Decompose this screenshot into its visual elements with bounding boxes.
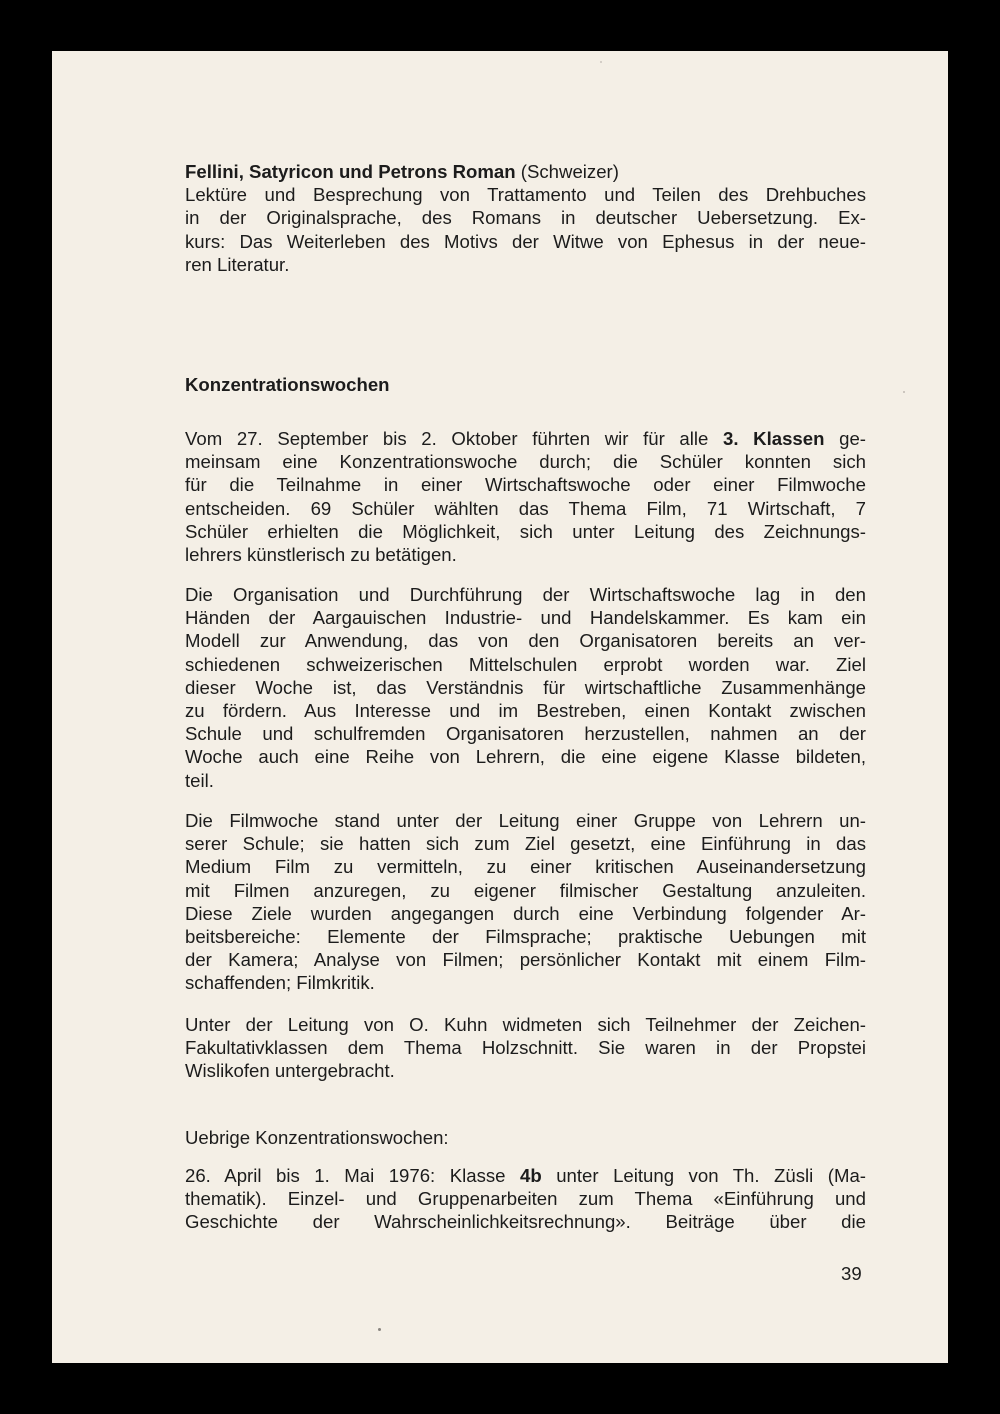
text-line: meinsam eine Konzentrationswoche durch; die Schüler konnten sich: [185, 451, 866, 473]
paragraph-2: [185, 583, 866, 792]
text-line: Fakultativklassen dem Thema Holzschnitt. Sie waren in der Propstei: [185, 1037, 866, 1059]
text-line: Schüler erhielten die Möglichkeit, sich unter Leitung des Zeichnungs-: [185, 520, 866, 542]
page-number: 39: [841, 1263, 862, 1284]
other-weeks-heading: [185, 1126, 866, 1149]
text-line: der Kamera; Analyse von Filmen; persönlicher Kontakt mit einem Film-: [185, 949, 866, 971]
paper-speck: [378, 1328, 381, 1331]
paper-speck: [600, 61, 602, 63]
text-bold-run: 3. Klassen: [723, 428, 825, 449]
text-line: Händen der Aargauischen Industrie- und Handelskammer. Es kam ein: [185, 607, 866, 629]
text-line: Diese Ziele wurden angegangen durch eine Verbindung folgender Ar-: [185, 902, 866, 924]
text-line: entscheiden. 69 Schüler wählten das Thema Film, 71 Wirtschaft, 7: [185, 497, 866, 519]
section-title-author: (Schweizer): [520, 161, 619, 182]
text-run: unter Leitung von Th. Züsli (Ma-: [541, 1165, 867, 1186]
text-run: 26. April bis 1. Mai 1976: Klasse: [185, 1165, 521, 1186]
section-title: [185, 160, 866, 183]
text-line: kurs: Das Weiterleben des Motivs der Witwe von Ephesus in der neue-: [185, 230, 866, 252]
text-line: beitsbereiche: Elemente der Filmsprache; praktische Uebungen mit: [185, 926, 866, 948]
text-line: Wislikofen untergebracht.: [185, 1060, 395, 1082]
text-line: in der Originalsprache, des Romans in deutscher Uebersetzung. Ex-: [185, 207, 866, 229]
text-line: Lektüre und Besprechung von Trattamento und Teilen des Drehbuches: [185, 184, 866, 206]
paragraph-4: [185, 1013, 866, 1083]
text-line: Schule und schulfremden Organisatoren herzustellen, nahmen an der: [185, 723, 866, 745]
text-run: Vom 27. September bis 2. Oktober führten wir für alle: [185, 428, 724, 449]
text-line: Medium Film zu vermitteln, zu einer kritischen Auseinandersetzung: [185, 856, 866, 878]
text-line: Die Organisation und Durchführung der Wirtschaftswoche lag in den: [185, 584, 866, 605]
text-line: [185, 427, 866, 450]
paragraph-1: [185, 427, 866, 566]
text-line: schiedenen schweizerischen Mittelschulen erprobt worden war. Ziel: [185, 653, 866, 675]
text-line: dieser Woche ist, das Verständnis für wirtschaftliche Zusammenhänge: [185, 676, 866, 698]
text-line: [185, 1164, 866, 1187]
paragraph-5: [185, 1164, 866, 1234]
paper-speck: [903, 391, 905, 393]
text-line: mit Filmen anzuregen, zu eigener filmischer Gestaltung anzuleiten.: [185, 879, 866, 901]
paragraph-3: [185, 809, 866, 995]
text-line: schaffenden; Filmkritik.: [185, 972, 375, 994]
text-line: Unter der Leitung von O. Kuhn widmeten sich Teilnehmer der Zeichen-: [185, 1014, 866, 1035]
section-fellini: [185, 160, 866, 276]
text-line: serer Schule; sie hatten sich zum Ziel gesetzt, eine Einführung in das: [185, 833, 866, 855]
text-line: für die Teilnahme in einer Wirtschaftswoche oder einer Filmwoche: [185, 474, 866, 496]
text-line: zu fördern. Aus Interesse und im Bestreben, einen Kontakt zwischen: [185, 700, 866, 722]
text-line: Woche auch eine Reihe von Lehrern, die eine eigene Klasse bildeten,: [185, 746, 866, 768]
text-line: Uebrige Konzentrationswochen:: [185, 1127, 449, 1148]
text-line: Die Filmwoche stand unter der Leitung einer Gruppe von Lehrern un-: [185, 810, 866, 831]
text-line: lehrers künstlerisch zu betätigen.: [185, 544, 457, 566]
heading-konzentrationswochen: Konzentrationswochen: [185, 374, 390, 395]
text-line: Geschichte der Wahrscheinlichkeitsrechnung». Beiträge über die: [185, 1211, 866, 1233]
document-page: [52, 51, 948, 1363]
text-line: teil.: [185, 769, 214, 791]
text-line: Modell zur Anwendung, das von den Organisatoren bereits an ver-: [185, 630, 866, 652]
text-bold-run: 4b: [520, 1165, 542, 1186]
text-line: ren Literatur.: [185, 253, 290, 275]
section-title-bold: Fellini, Satyricon und Petrons Roman: [185, 161, 516, 182]
text-line: thematik). Einzel- und Gruppenarbeiten zum Thema «Einführung und: [185, 1188, 866, 1210]
text-run: ge-: [824, 428, 866, 449]
